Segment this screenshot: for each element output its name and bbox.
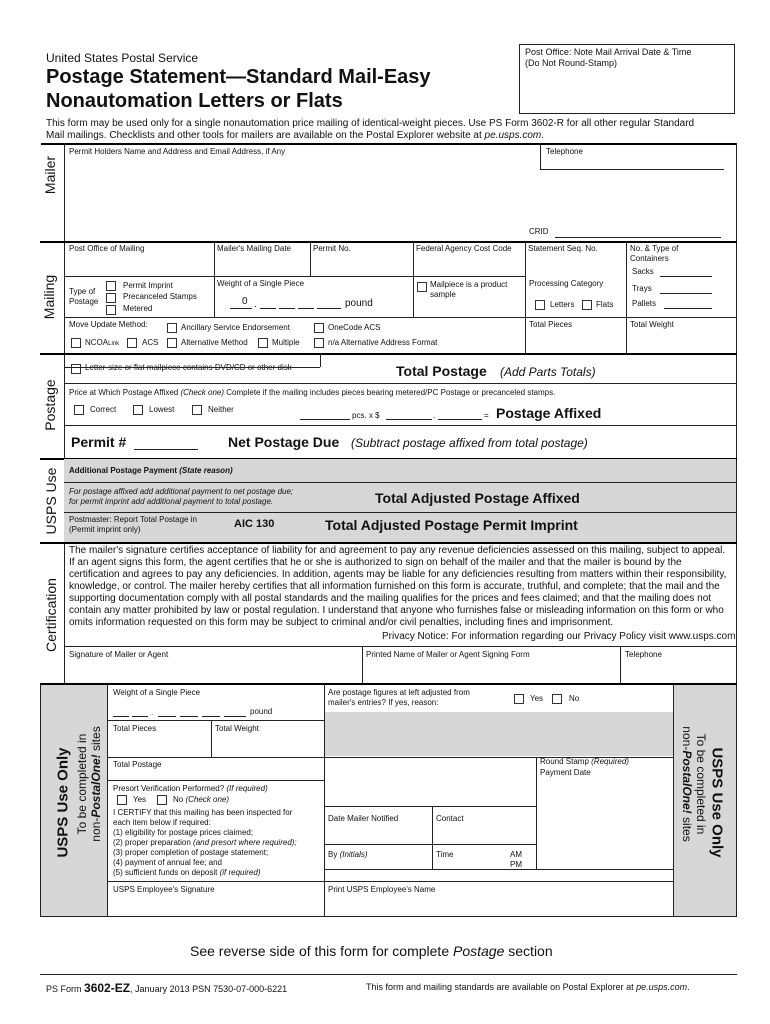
print-employee-name-label: Print USPS Employee's Name [328, 885, 436, 894]
permit-holder-label: Permit Holders Name and Address and Email Address, if Any [69, 147, 286, 156]
equals-sign: = [484, 411, 489, 420]
usps-only-left-title: USPS Use Only [54, 747, 72, 858]
type-of-postage-label-2: Postage [69, 297, 99, 306]
certification-text: The mailer's signature certifies acceptance of liability for and agreement to pay any revenue deficiencies assessed on this mailing, subject to appeal. If an agent signs this form, the agent certifies that he or she is authorized to sign on behalf of the mailer and that the mailer is bound by the certification and agrees to pay any deficiencies. In addition, agents may be liable for any deficiencies resulting from matters within their responsibility, knowledge, or control. The mailer hereby certifies that all information furnished on this form is accurate, truthful, and complete; that the mail and the supporting documentation comply with all postal standards and the mailing qualifies for the prices and fees claimed; and that the mailing does not contain any matter prohibited by law or postal regulation. I understand that anyone who furnishes false or misleading information on this form or who omits information requested on this form may be subject to criminal and/or civil penalties, including fines and imprisonment. [69, 545, 727, 628]
payment-date-label: Payment Date [540, 768, 591, 777]
usps-certify-text: I CERTIFY that this mailing has been inspected for each item below if required: (1) eligibility for postage prices claimed; (2) proper preparation (and presort where required); (3) proper completion of postage statement; (4) payment of annual fee; and (5) sufficient funds on deposit (if required) [113, 808, 297, 877]
usps-use-section-label: USPS Use [43, 467, 59, 535]
type-of-postage-label: Type of [69, 287, 96, 296]
onecode-label: OneCode ACS [328, 323, 381, 332]
pallets-label: Pallets [632, 299, 657, 308]
lowest-label: Lowest [149, 405, 175, 414]
total-adjusted-affixed-heading: Total Adjusted Postage Affixed [375, 490, 580, 506]
neither-checkbox[interactable] [192, 405, 202, 415]
postage-affixed-heading: Postage Affixed [496, 405, 602, 421]
adjusted-no-checkbox[interactable] [552, 694, 562, 704]
certification-section-label: Certification [43, 578, 59, 652]
mailing-section-label: Mailing [41, 274, 57, 320]
cert-telephone-label: Telephone [625, 650, 662, 659]
employee-signature-label: USPS Employee's Signature [113, 885, 215, 894]
intro-text-1: This form may be used only for a single nonautomation price mailing of identical-weight pieces. Use PS Form 3602-R for all other regular Standard [46, 118, 695, 129]
alternative-method-checkbox[interactable] [167, 338, 177, 348]
presort-question: Presort Verification Performed? (If required) [113, 784, 268, 793]
form-number: PS Form 3602-EZ, January 2013 PSN 7530-07-000-6221 [46, 981, 288, 995]
statement-seq-label: Statement Seq. No. [528, 244, 598, 253]
adjusted-yes-label: Yes [530, 694, 544, 703]
round-stamp-label: Round Stamp (Required) [540, 757, 629, 766]
correct-label: Correct [90, 405, 117, 414]
na-alt-address-label: n/a Alternative Address Format [328, 338, 438, 347]
ncoa-checkbox[interactable] [71, 338, 81, 348]
net-postage-note: (Subtract postage affixed from total postage) [351, 436, 588, 450]
product-sample-label-2: sample [430, 290, 456, 299]
containers-label: No. & Type of [630, 244, 679, 253]
adjusted-yes-checkbox[interactable] [514, 694, 524, 704]
price-affixed-note: Price at Which Postage Affixed (Check one) Complete if the mailing includes pieces bearing metered/PC Postage or precanceled stamps. [69, 388, 556, 397]
sacks-label: Sacks [632, 267, 654, 276]
explorer-link[interactable]: pe.usps.com [484, 130, 542, 141]
footer-explorer-link[interactable]: pe.usps.com [636, 982, 688, 992]
federal-code-label: Federal Agency Cost Code [416, 244, 512, 253]
acs-label: ACS [142, 338, 159, 347]
agency-name: United States Postal Service [46, 51, 199, 65]
reverse-side-note: See reverse side of this form for complete Postage section [190, 943, 553, 959]
form-title-line1: Postage Statement—Standard Mail-Easy [46, 66, 431, 88]
multiple-label: Multiple [272, 338, 300, 347]
crid-label: CRID [529, 227, 549, 236]
post-office-note: Post Office: Note Mail Arrival Date & Time [525, 47, 692, 57]
product-sample-checkbox[interactable] [417, 282, 427, 292]
metered-checkbox[interactable] [106, 305, 116, 315]
mailer-section-label: Mailer [42, 155, 58, 195]
weight-single-piece-label: Weight of a Single Piece [217, 279, 305, 288]
flats-label: Flats [596, 300, 614, 309]
usps-pound-label: pound [250, 707, 273, 716]
total-pieces-label: Total Pieces [529, 320, 573, 329]
total-weight-label: Total Weight [630, 320, 674, 329]
mailing-date-label: Mailer's Mailing Date [217, 244, 291, 253]
ancillary-checkbox[interactable] [167, 323, 177, 333]
privacy-notice: Privacy Notice: For information regarding our Privacy Policy visit www.usps.com [382, 631, 736, 642]
adjusted-question: Are postage figures at left adjusted from [328, 688, 470, 697]
time-label: Time [436, 850, 454, 859]
letters-label: Letters [550, 300, 575, 309]
dvd-disk-checkbox[interactable] [71, 364, 81, 374]
permit-imprint-label: Permit Imprint [123, 281, 173, 290]
pound-label: pound [345, 298, 373, 309]
intro-text-2: Mail mailings. Checklists and other tools for mailers are available on the Postal Explorer website at pe.usps.com. [46, 130, 545, 141]
usps-total-postage-label: Total Postage [113, 760, 162, 769]
move-update-label: Move Update Method: [69, 320, 148, 329]
usps-only-right-title: USPS Use Only [708, 747, 726, 858]
presort-yes-label: Yes [133, 795, 147, 804]
metered-label: Metered [123, 304, 153, 313]
mailer-telephone-label: Telephone [546, 147, 583, 156]
date-notified-label: Date Mailer Notified [328, 814, 399, 823]
acs-checkbox[interactable] [127, 338, 137, 348]
multiple-checkbox[interactable] [258, 338, 268, 348]
precanceled-stamps-checkbox[interactable] [106, 293, 116, 303]
weight-value[interactable]: 0 [242, 296, 248, 307]
dvd-disk-label: Letter-size or flat mailpiece contains DVD/CD or other disk [85, 363, 292, 372]
postage-section-label: Postage [42, 379, 58, 431]
weight-decimal: . [254, 299, 257, 310]
total-postage-heading: Total Postage [396, 363, 487, 379]
total-adjusted-permit-heading: Total Adjusted Postage Permit Imprint [325, 517, 578, 533]
adjusted-no-label: No [569, 694, 580, 703]
correct-checkbox[interactable] [74, 405, 84, 415]
postmaster-note-2: (Permit imprint only) [69, 525, 141, 534]
ancillary-label: Ancillary Service Endorsement [181, 323, 290, 332]
usps-only-left-sub1: To be completed in [75, 733, 89, 835]
postmaster-note-1: Postmaster: Report Total Postage in [69, 515, 197, 524]
permit-no-label: Permit No. [313, 244, 351, 253]
trays-label: Trays [632, 284, 652, 293]
neither-label: Neither [208, 405, 234, 414]
availability-note: This form and mailing standards are available on Postal Explorer at pe.usps.com. [366, 982, 690, 992]
containers-label-2: Containers [630, 254, 669, 263]
am-label: AM [510, 850, 522, 859]
permit-number-label: Permit # [71, 434, 127, 450]
usps-only-right-sub1: To be completed in [694, 733, 708, 835]
post-office-note-2: (Do Not Round-Stamp) [525, 58, 618, 68]
contact-label: Contact [436, 814, 464, 823]
pcs-x-label: pcs. x $ [352, 411, 380, 420]
usps-only-right-sub2: non-PostalOne! sites [680, 726, 694, 842]
usps-total-weight-label: Total Weight [215, 724, 259, 733]
presort-no-checkbox[interactable] [157, 795, 167, 805]
permit-imprint-checkbox[interactable] [106, 281, 116, 291]
additional-payment-label: Additional Postage Payment (State reason) [69, 466, 233, 475]
signature-label: Signature of Mailer or Agent [69, 650, 169, 659]
letters-checkbox[interactable] [535, 300, 545, 310]
ncoa-label: NCOALink [85, 338, 120, 347]
alternative-method-label: Alternative Method [181, 338, 248, 347]
usps-only-left-sub2: non-PostalOne! sites [89, 726, 103, 842]
presort-yes-checkbox[interactable] [117, 795, 127, 805]
flats-checkbox[interactable] [582, 300, 592, 310]
affixed-note-1: For postage affixed add additional payment to net postage due; [69, 487, 294, 496]
net-postage-due-heading: Net Postage Due [228, 434, 340, 450]
usps-total-pieces-label: Total Pieces [113, 724, 157, 733]
printed-name-label: Printed Name of Mailer or Agent Signing Form [366, 650, 530, 659]
product-sample-label: Mailpiece is a product [430, 280, 508, 289]
onecode-checkbox[interactable] [314, 323, 324, 333]
aic-code: AIC 130 [234, 518, 275, 530]
lowest-checkbox[interactable] [133, 405, 143, 415]
form-title-line2: Nonautomation Letters or Flats [46, 90, 343, 112]
na-alt-address-checkbox[interactable] [314, 338, 324, 348]
signature-field[interactable] [66, 660, 360, 682]
processing-category-label: Processing Category [529, 279, 604, 288]
adjusted-question-2: mailer's entries? If yes, reason: [328, 698, 439, 707]
affixed-note-2: for permit imprint add additional payment to total postage. [69, 497, 274, 506]
presort-no-label: No (Check one) [173, 795, 230, 804]
permit-holder-field[interactable] [66, 157, 536, 237]
post-office-of-mailing-label: Post Office of Mailing [69, 244, 145, 253]
by-initials-label: By (Initials) [328, 850, 368, 859]
precanceled-stamps-label: Precanceled Stamps [123, 292, 197, 301]
usps-weight-label: Weight of a Single Piece [113, 688, 201, 697]
pm-label: PM [510, 860, 522, 869]
add-parts-note: (Add Parts Totals) [500, 365, 596, 379]
